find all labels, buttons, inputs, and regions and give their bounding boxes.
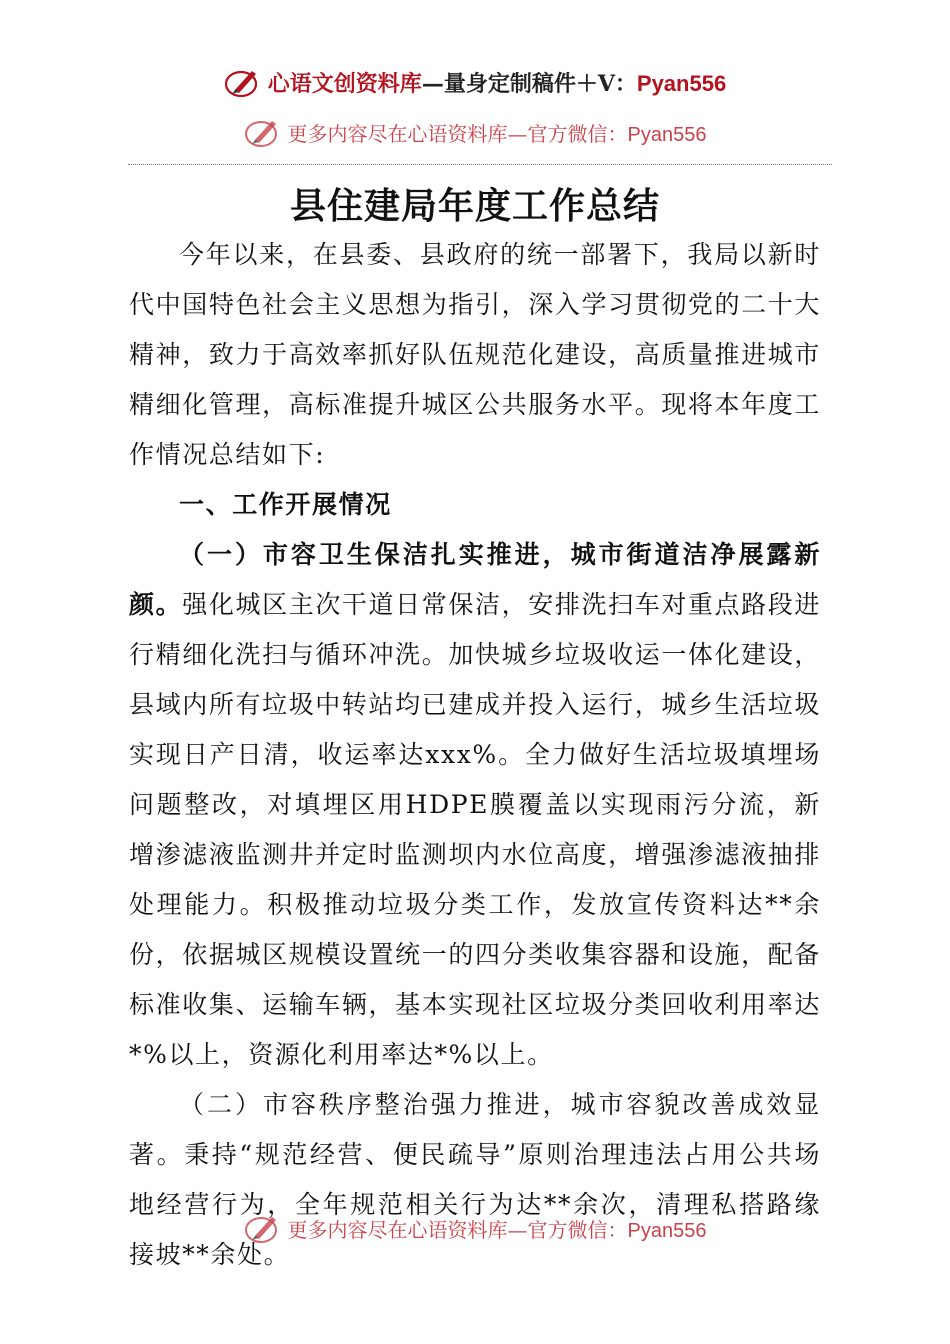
header-banner	[0, 62, 950, 102]
header-banner-text	[268, 67, 726, 98]
document-body	[129, 230, 821, 1280]
header-brand-name: 心语文创资料库	[267, 70, 422, 97]
section-heading: 一、工作开展情况	[179, 490, 392, 519]
header-divider	[128, 164, 832, 165]
header-slogan: —量身定制稿件＋V：	[421, 70, 637, 97]
watermark-footer-wechat: Pyan556	[627, 1219, 707, 1242]
header-wechat-id: Pyan556	[636, 70, 727, 96]
subsection-2-body: 秉持“规范经营、便民疏导”原则治理违法占用公共场地经营行为，全年规范相关行为达**余次，清理私搭路缘接坡**余处。	[129, 1140, 821, 1269]
subsection-1	[129, 530, 821, 1080]
pen-nib-logo-icon	[224, 65, 262, 99]
subsection-2	[129, 1080, 821, 1280]
pen-nib-logo-icon	[244, 1211, 282, 1245]
watermark-header-text	[288, 118, 707, 147]
watermark-header-main: 更多内容尽在心语资料库—官方微信：	[287, 121, 628, 146]
watermark-footer-main: 更多内容尽在心语资料库—官方微信：	[287, 1217, 628, 1242]
subsection-1-body: 强化城区主次干道日常保洁，安排洗扫车对重点路段进行精细化洗扫与循环冲洗。加快城乡垃圾收运一体化建设，县域内所有垃圾中转站均已建成并投入运行，城乡生活垃圾实现日产日清，收运率达xxx%。全力做好生活垃圾填埋场问题整改，对填埋区用HDPE膜覆盖以实现雨污分流，新增渗滤液监测井并定时监测坝内水位高度，增强渗滤液抽排处理能力。积极推动垃圾分类工作，发放宣传资料达**余份，依据城区规模设置统一的四分类收集容器和设施，配备标准收集、运输车辆，基本实现社区垃圾分类回收利用率达*%以上，资源化利用率达*%以上。	[129, 590, 821, 1069]
subsection-2-heading: （二）市容秩序整治强力推进，城市容貌改善成效显著。	[129, 1090, 821, 1169]
watermark-footer	[0, 1208, 950, 1248]
subsection-1-heading: （一）市容卫生保洁扎实推进，城市街道洁净展露新颜。	[129, 540, 821, 619]
watermark-footer-text	[288, 1214, 707, 1243]
watermark-header-wechat: Pyan556	[627, 123, 707, 146]
watermark-header	[0, 113, 950, 151]
intro-paragraph: 今年以来，在县委、县政府的统一部署下，我局以新时代中国特色社会主义思想为指引，深入学习贯彻党的二十大精神，致力于高效率抓好队伍规范化建设，高质量推进城市精细化管理，高标准提升城区公共服务水平。现将本年度工作情况总结如下:	[129, 240, 821, 469]
document-title: 县住建局年度工作总结	[289, 185, 660, 227]
pen-nib-logo-icon	[244, 115, 282, 149]
